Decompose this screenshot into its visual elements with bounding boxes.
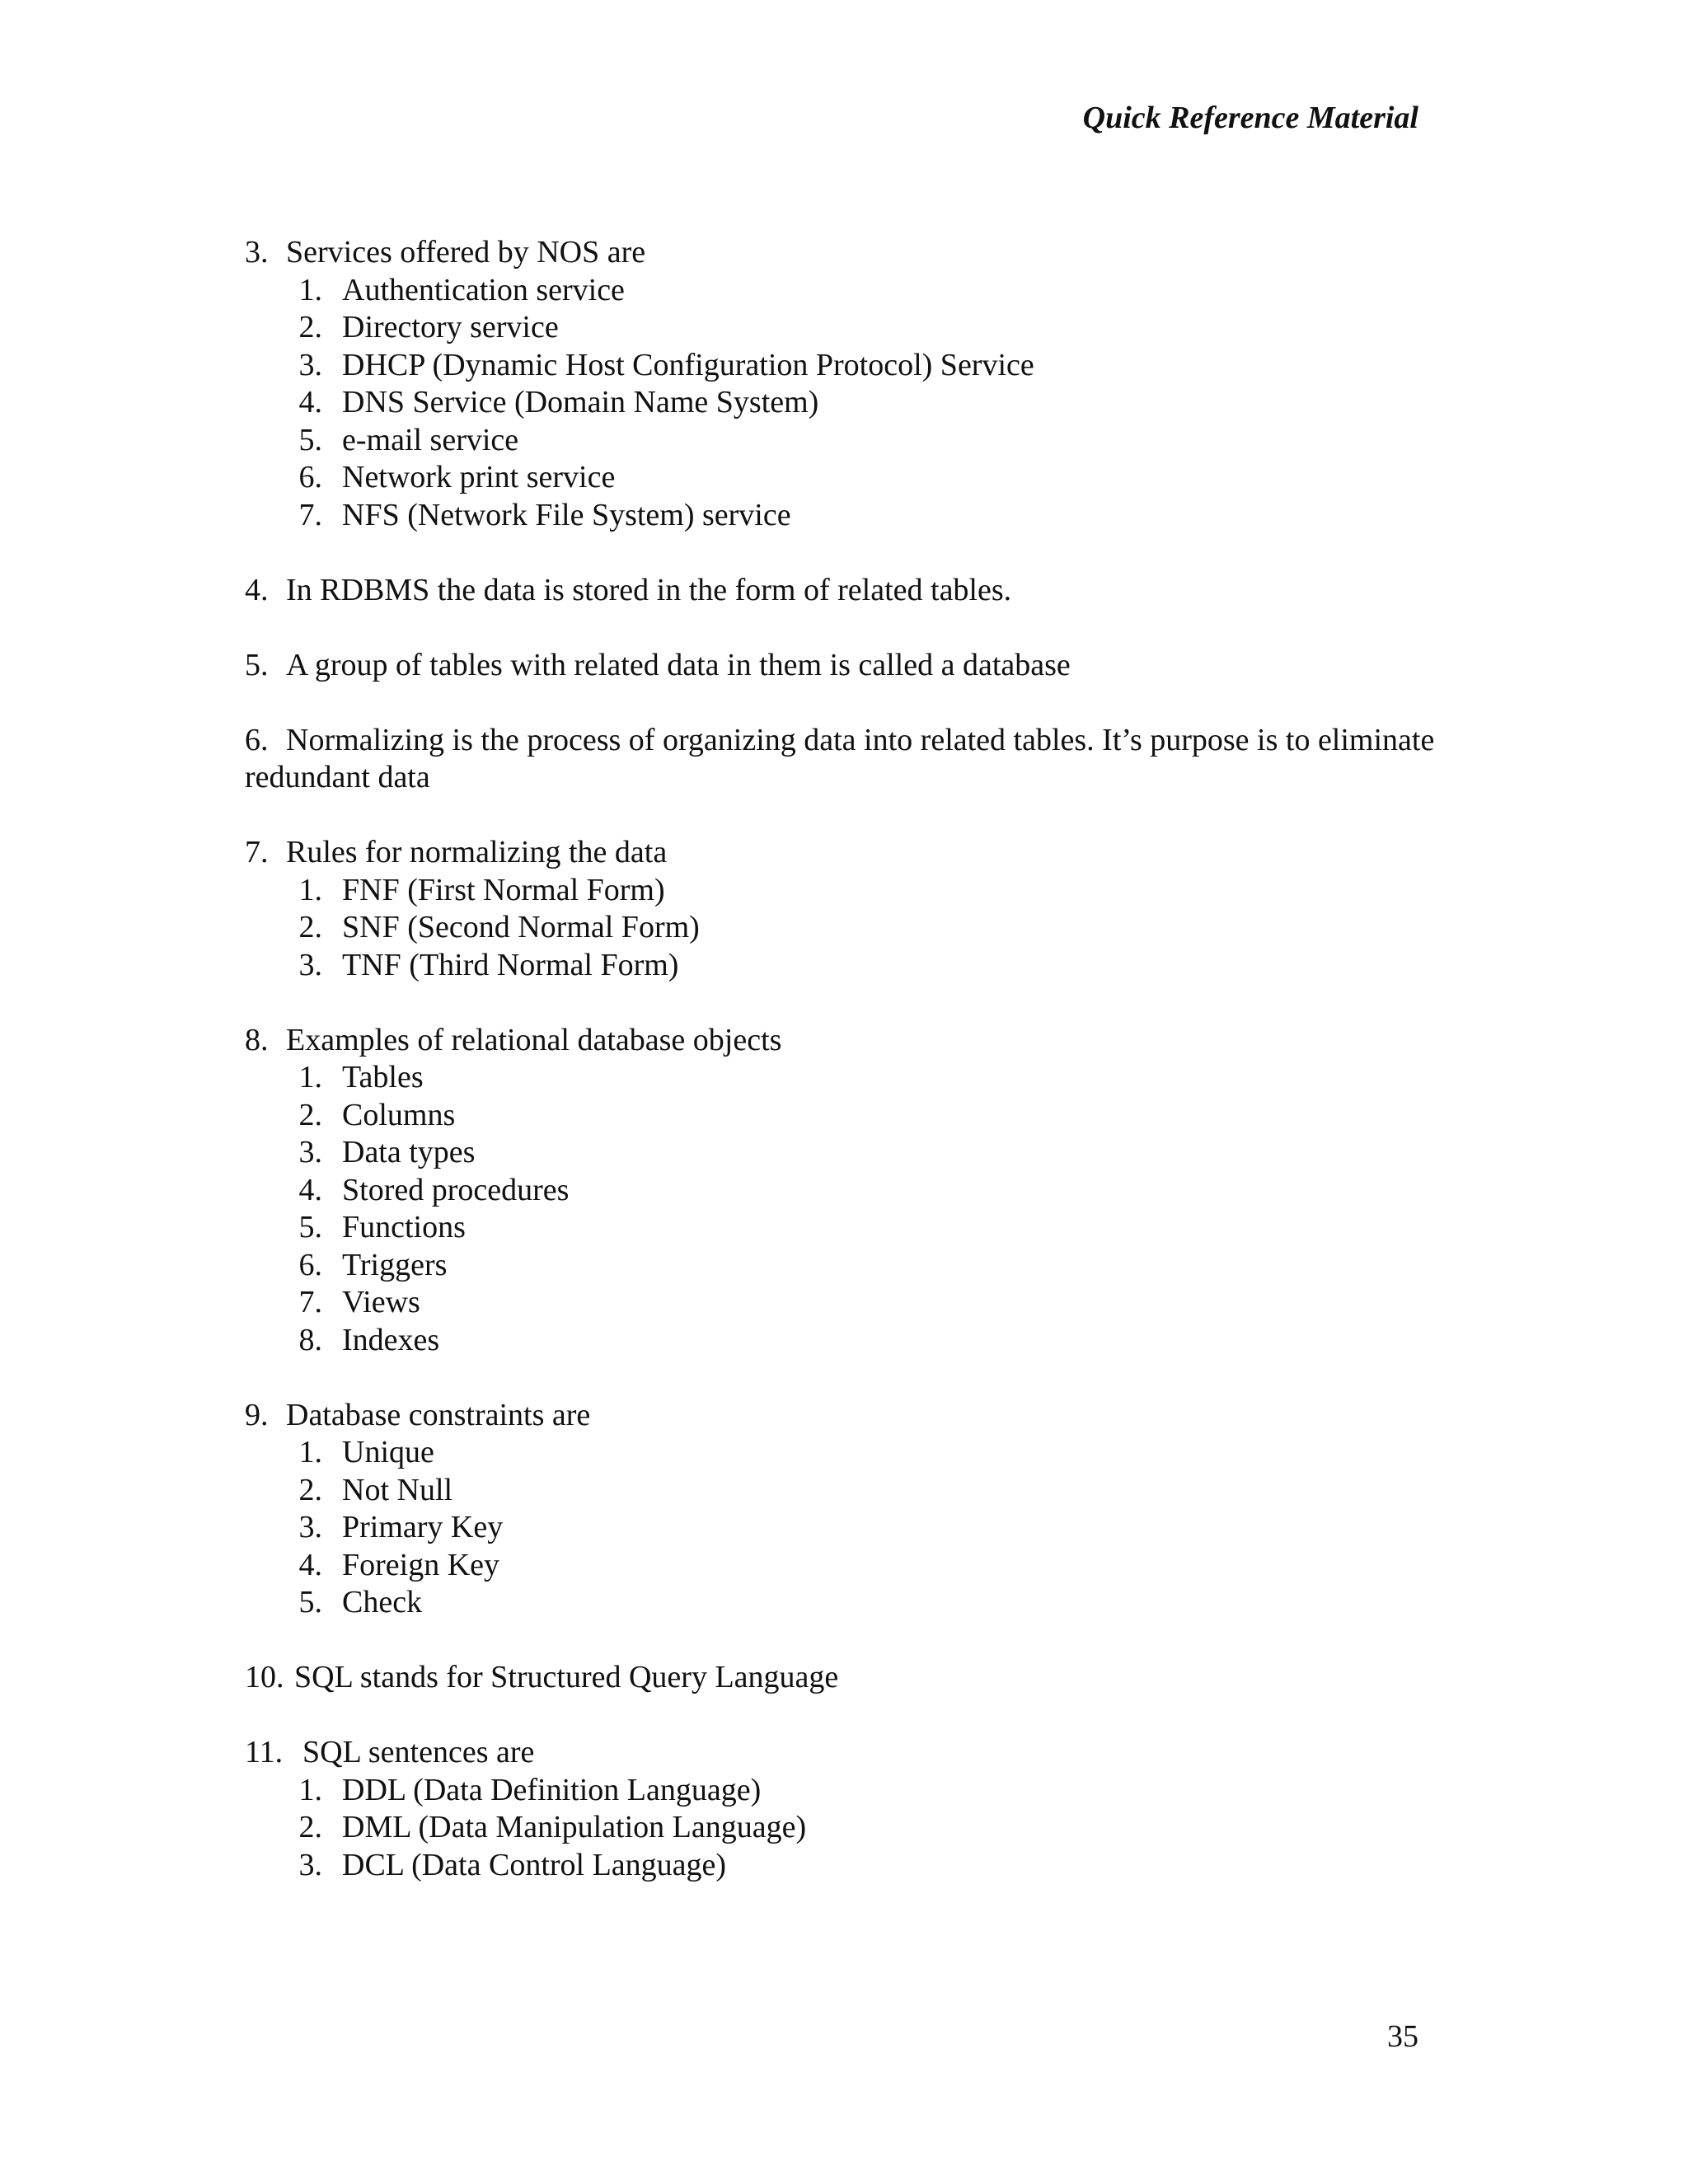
list-item-db-objects: [245, 1022, 1440, 1360]
list-item-sql-sentences: [245, 1734, 1440, 1884]
item-number: 11.: [245, 1735, 284, 1769]
sublist-item: 4. DNS Service (Domain Name System): [298, 385, 819, 419]
sublist-item: 1. DDL (Data Definition Language): [298, 1772, 762, 1807]
list-item-normalization-rules: [245, 834, 1440, 984]
item-text: Examples of relational database objects: [286, 1022, 782, 1057]
sublist-item: 5. Functions: [298, 1210, 466, 1244]
sublist-item: 5. Check: [298, 1585, 423, 1619]
sublist-item: 7. Views: [298, 1285, 420, 1319]
item-number: 8.: [245, 1022, 269, 1057]
sublist-item: 7. NFS (Network File System) service: [298, 497, 791, 532]
sublist-item: 1. FNF (First Normal Form): [298, 872, 665, 907]
list-item-heading: [245, 834, 1440, 872]
sublist-item: 5. e-mail service: [298, 422, 519, 457]
sublist-item: 1. Tables: [298, 1060, 424, 1094]
list-item-heading: [245, 1397, 1440, 1435]
sublist-item: 2. Not Null: [298, 1472, 453, 1507]
item-text: In RDBMS the data is stored in the form of related tables.: [286, 572, 1012, 607]
list-item-heading: [245, 572, 1440, 610]
list-item-rdbms: [245, 572, 1440, 610]
sublist-item: 3. DCL (Data Control Language): [298, 1847, 727, 1882]
item-text: SQL sentences are: [302, 1735, 535, 1769]
item-text: Normalizing is the process of organizing data into related tables. It’s purpose is to eliminate redundant data: [245, 722, 1435, 794]
item-number: 10.: [245, 1660, 284, 1694]
running-header: Quick Reference Material: [1082, 101, 1418, 135]
sublist-item: 1. Authentication service: [298, 272, 625, 307]
list-item-paragraph: [245, 722, 1440, 797]
list-item-heading: [245, 647, 1440, 685]
sublist-item: 2. DML (Data Manipulation Language): [298, 1810, 807, 1844]
item-number: 6.: [245, 722, 269, 757]
sublist-item: 6. Network print service: [298, 460, 616, 494]
list-item-services: [245, 234, 1440, 534]
list-item-sql-definition: [245, 1659, 1440, 1697]
item-number: 3.: [245, 235, 269, 269]
item-text: A group of tables with related data in them is called a database: [286, 647, 1071, 682]
document-body: [245, 234, 1440, 1922]
item-text: SQL stands for Structured Query Language: [294, 1660, 839, 1694]
list-item-normalizing: [245, 722, 1440, 797]
list-item-database: [245, 647, 1440, 685]
list-item-constraints: [245, 1397, 1440, 1622]
list-item-heading: [245, 234, 1440, 272]
sublist-item: 2. Columns: [298, 1097, 456, 1132]
item-number: 5.: [245, 647, 269, 682]
sublist: [245, 272, 1440, 535]
item-text: Services offered by NOS are: [286, 235, 646, 269]
sublist-item: 8. Indexes: [298, 1322, 440, 1357]
sublist-item: 2. SNF (Second Normal Form): [298, 910, 700, 944]
sublist: [245, 1059, 1440, 1359]
list-item-heading: [245, 1734, 1440, 1772]
item-number: 7.: [245, 835, 269, 869]
sublist-item: 2. Directory service: [298, 310, 559, 344]
item-text: Database constraints are: [286, 1397, 591, 1432]
sublist-item: 4. Foreign Key: [298, 1547, 500, 1582]
sublist: [245, 1772, 1440, 1885]
list-item-heading: [245, 1659, 1440, 1697]
list-item-heading: [245, 1022, 1440, 1060]
item-number: 4.: [245, 572, 269, 607]
sublist-item: 3. DHCP (Dynamic Host Configuration Protocol) Service: [298, 347, 1034, 382]
sublist-item: 6. Triggers: [298, 1247, 448, 1282]
item-number: 9.: [245, 1397, 269, 1432]
sublist-item: 1. Unique: [298, 1435, 434, 1469]
sublist: [245, 1434, 1440, 1622]
sublist: [245, 872, 1440, 985]
item-text: Rules for normalizing the data: [286, 835, 668, 869]
sublist-item: 3. Primary Key: [298, 1510, 504, 1544]
sublist-item: 3. Data types: [298, 1135, 476, 1169]
sublist-item: 4. Stored procedures: [298, 1172, 570, 1207]
sublist-item: 3. TNF (Third Normal Form): [298, 947, 679, 982]
page-number: 35: [1387, 2019, 1418, 2054]
